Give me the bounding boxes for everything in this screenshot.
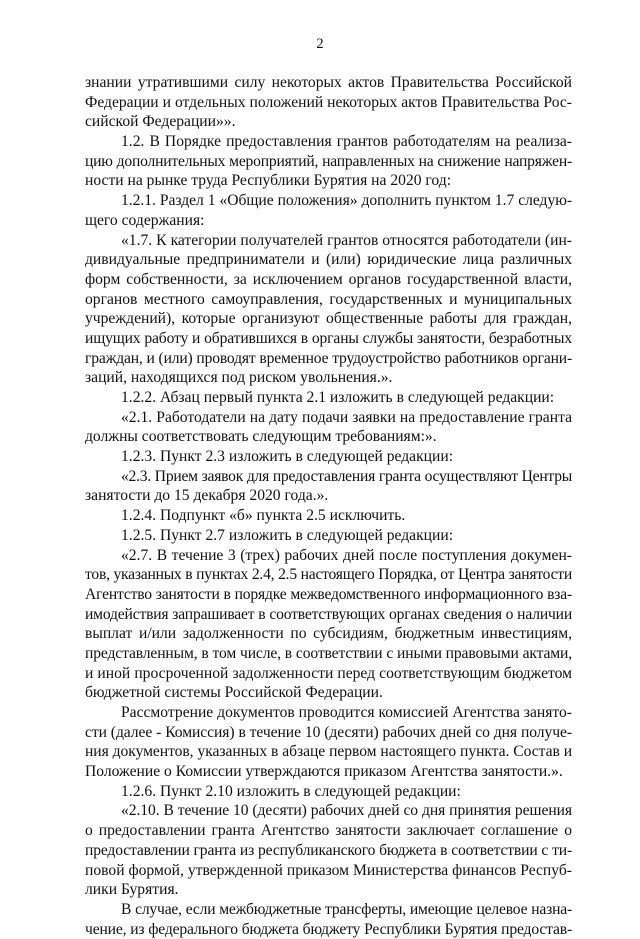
text-line: предоставлении гранта из республиканского бюджета в соответствии с ти- (85, 841, 572, 859)
text-line: дивидуальные предприниматели и (или) юридические лица различных (85, 251, 572, 269)
text-line: бюджетной системы Российской Федерации. (85, 684, 383, 702)
text-line: «2.7. В течение 3 (трех) рабочих дней после поступления докумен- (121, 546, 572, 564)
text-line: сийской Федерации»». (85, 113, 236, 131)
text-line: граждан, и (или) проводят временное трудоустройство работников органи- (85, 349, 572, 367)
page-number: 2 (316, 36, 324, 52)
text-line: Агентство занятости в порядке межведомственного информационного вза- (85, 585, 572, 603)
text-line: 1.2.1. Раздел 1 «Общие положения» дополнить пунктом 1.7 следую- (121, 192, 572, 210)
text-line: 1.2. В Порядке предоставления грантов работодателям на реализа- (121, 133, 572, 151)
text-line: имодействия запрашивает в соответствующих органах сведения о наличии (85, 605, 572, 623)
text-line: «1.7. К категории получателей грантов относятся работодатели (ин- (121, 231, 572, 249)
text-line: органов местного самоуправления, государственных и муниципальных (85, 290, 572, 308)
text-line: ности на рынке труда Республики Бурятия на 2020 год: (85, 172, 452, 190)
text-line: 1.2.3. Пункт 2.3 изложить в следующей редакции: (121, 448, 454, 466)
text-line: ищущих работу и обратившихся в органы службы занятости, безработных (85, 329, 572, 347)
text-line: тов, указанных в пунктах 2.4, 2.5 настоящего Порядка, от Центра занятости (85, 566, 572, 584)
text-line: занятости до 15 декабря 2020 года.». (85, 487, 329, 505)
text-line: чение, из федерального бюджета бюджету Республики Бурятия предостав- (85, 920, 572, 938)
text-line: 1.2.2. Абзац первый пункта 2.1 изложить в следующей редакции: (121, 389, 555, 406)
text-line: Положение о Комиссии утверждаются приказом Агентства занятости.». (85, 763, 563, 781)
text-line: щего содержания: (85, 211, 205, 229)
text-line: знании утратившими силу некоторых актов Правительства Российской (85, 74, 572, 91)
text-line: выплат и/или задолженности по субсидиям, бюджетным инвестициям, (85, 625, 572, 643)
text-line: 1.2.5. Пункт 2.7 изложить в следующей редакции: (121, 526, 454, 544)
text-line: сти (далее - Комиссия) в течение 10 (десяти) рабочих дней со дня получе- (85, 723, 572, 741)
text-line: ния документов, указанных в абзаце первом настоящего пункта. Состав и (85, 743, 572, 761)
text-line: «2.3. Прием заявок для предоставления гранта осуществляют Центры (121, 467, 572, 485)
text-line: форм собственности, за исключением органов государственной власти, (85, 270, 572, 288)
document-body (85, 73, 572, 939)
text-line: о предоставлении гранта Агентство занятости заключает соглашение о (85, 822, 572, 840)
text-line: цию дополнительных мероприятий, направленных на снижение напряжен- (85, 152, 572, 170)
text-line: заций, находящихся под риском увольнения.». (85, 369, 393, 387)
text-line: «2.10. В течение 10 (десяти) рабочих дней со дня принятия решения (121, 802, 572, 820)
text-line: В случае, если межбюджетные трансферты, имеющие целевое назна- (121, 900, 572, 918)
text-line: представленным, в том числе, в соответствии с иными правовыми актами, (85, 644, 572, 662)
text-line: 1.2.4. Подпункт «б» пункта 2.5 исключить. (121, 507, 406, 525)
text-line: «2.1. Работодатели на дату подачи заявки на предоставление гранта (121, 408, 572, 426)
text-line: учреждений), которые организуют общественные работы для граждан, (85, 310, 572, 328)
text-line: 1.2.6. Пункт 2.10 изложить в следующей редакции: (121, 782, 461, 800)
text-line: и иной просроченной задолженности перед соответствующим бюджетом (85, 664, 572, 682)
text-line: лики Бурятия. (85, 881, 179, 899)
text-line: повой формой, утвержденной приказом Министерства финансов Респуб- (85, 861, 572, 879)
text-line: Рассмотрение документов проводится комиссией Агентства занято- (121, 704, 572, 721)
text-line: Федерации и отдельных положений некоторых актов Правительства Рос- (85, 93, 572, 111)
text-line: должны соответствовать следующим требованиям:». (85, 428, 437, 446)
